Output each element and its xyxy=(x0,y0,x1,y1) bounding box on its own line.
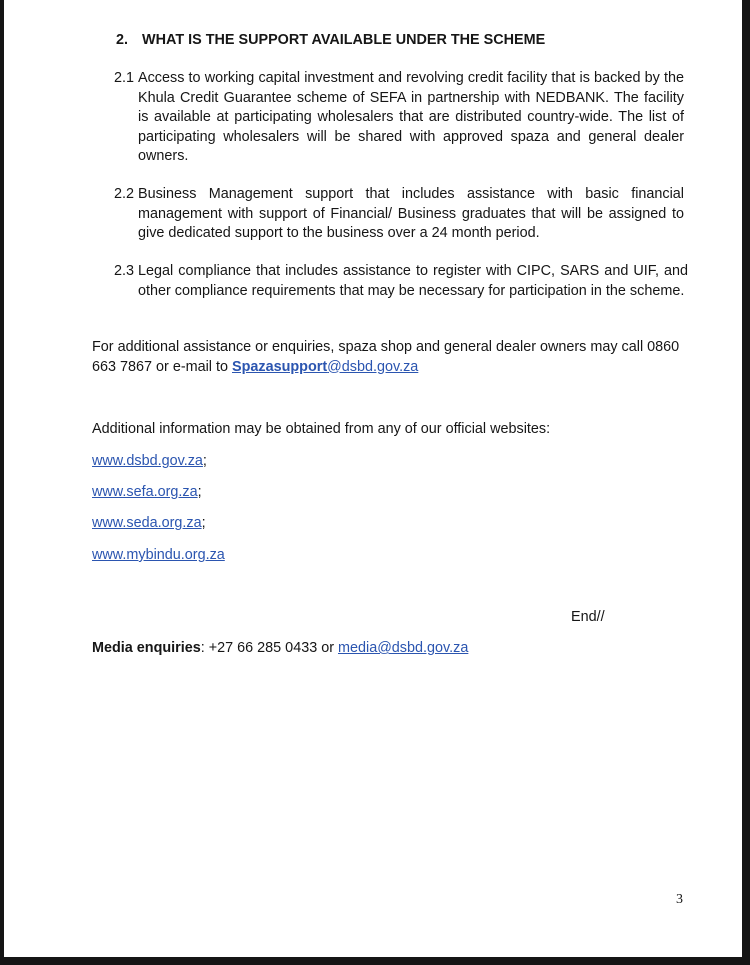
website-suffix: ; xyxy=(197,484,202,500)
item-number: 2.3 xyxy=(114,263,135,279)
website-link[interactable]: www.dsbd.gov.za xyxy=(92,453,203,469)
item-text xyxy=(138,185,684,244)
website-suffix: ; xyxy=(202,453,207,469)
support-email-link[interactable] xyxy=(232,359,418,375)
media-enquiries xyxy=(92,639,468,659)
item-text xyxy=(138,69,684,167)
item-text xyxy=(138,262,688,301)
page-number: 3 xyxy=(676,892,683,907)
section-title: WHAT IS THE SUPPORT AVAILABLE UNDER THE SCHEME xyxy=(142,32,546,48)
website-link[interactable]: www.sefa.org.za xyxy=(92,484,198,500)
assistance-text: For additional assistance or enquiries, spaza shop and general dealer owners may call 0860 663 7867 or e-mail to xyxy=(92,339,680,375)
support-email-domain[interactable]: @dsbd.gov.za xyxy=(327,358,419,375)
media-text: : +27 66 285 0433 or xyxy=(200,640,338,656)
item-text-content: Access to working capital investment and revolving credit facility that is backed by the Khula Credit Guarantee scheme of SEFA in partnership with NEDBANK. The facility is available at participating wholesalers that are distributed country-wide. The list of participating wholesalers will be shared with approved spaza and general dealer owners. xyxy=(138,70,684,164)
website-link[interactable]: www.seda.org.za xyxy=(92,515,202,531)
item-number: 2.1 xyxy=(114,70,135,86)
websites-intro: Additional information may be obtained from any of our official websites: xyxy=(92,421,551,437)
section-heading xyxy=(116,31,545,51)
website-item xyxy=(92,546,225,566)
support-email-bold[interactable]: Spazasupport xyxy=(232,358,328,375)
website-item xyxy=(92,483,202,503)
document-page xyxy=(4,0,742,957)
website-suffix: ; xyxy=(201,515,206,531)
assistance-paragraph xyxy=(92,338,688,377)
media-email-link[interactable]: media@dsbd.gov.za xyxy=(338,640,469,656)
website-link[interactable]: www.mybindu.org.za xyxy=(92,547,225,563)
item-text-content: Legal compliance that includes assistance to register with CIPC, SARS and UIF, and other compliance requirements that may be necessary for participation in the scheme. xyxy=(138,263,688,299)
item-number: 2.2 xyxy=(114,186,135,202)
website-item xyxy=(92,514,206,534)
item-text-content: Business Management support that includes assistance with basic financial management with support of Financial/ Business graduates that will be assigned to give dedicated support to the business over a 24 month period. xyxy=(138,186,684,241)
section-number: 2. xyxy=(116,32,129,48)
media-label: Media enquiries xyxy=(92,640,201,656)
end-marker: End// xyxy=(571,609,605,625)
website-item xyxy=(92,452,207,472)
